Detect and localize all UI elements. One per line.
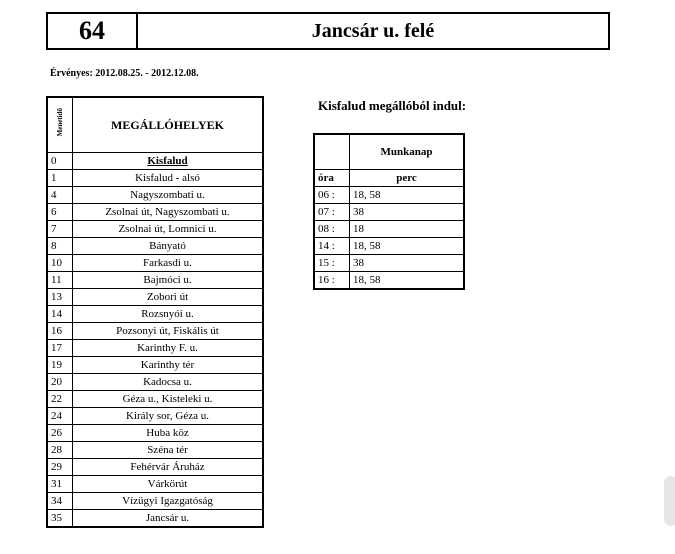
stop-name: Bányató: [73, 238, 264, 255]
route-direction: Jancsár u. felé: [311, 19, 435, 42]
stop-name: Huba köz: [73, 425, 264, 442]
stop-travel-time: 16: [47, 323, 73, 340]
stop-row: [47, 357, 263, 374]
stop-name: Rozsnyói u.: [73, 306, 264, 323]
stop-row: [47, 476, 263, 493]
stop-travel-time: 14: [47, 306, 73, 323]
schedule-row: [314, 221, 464, 238]
stop-row: [47, 306, 263, 323]
schedule-table: [313, 133, 465, 290]
stop-travel-time: 28: [47, 442, 73, 459]
schedule-corner: [314, 134, 350, 170]
stop-row: [47, 510, 263, 528]
stop-name: Zsolnai út, Lomnici u.: [73, 221, 264, 238]
stop-name: Fehérvár Áruház: [73, 459, 264, 476]
route-header: [46, 12, 610, 50]
stop-travel-time: 8: [47, 238, 73, 255]
stop-name: Nagyszombati u.: [73, 187, 264, 204]
departure-hour: 14 :: [314, 238, 350, 255]
scrollbar-handle[interactable]: [664, 476, 675, 526]
stop-row: [47, 170, 263, 187]
stop-travel-time: 24: [47, 408, 73, 425]
stop-row: [47, 459, 263, 476]
route-number: 64: [48, 14, 138, 48]
schedule-title: Kisfalud megállóból indul:: [318, 98, 467, 113]
departure-hour: 08 :: [314, 221, 350, 238]
stops-table: [46, 96, 264, 528]
stop-row: [47, 289, 263, 306]
stop-name: Széna tér: [73, 442, 264, 459]
validity-period: Érvényes: 2012.08.25. - 2012.12.08.: [50, 68, 199, 79]
stop-name: Karinthy tér: [73, 357, 264, 374]
stops-header-row: [47, 97, 263, 153]
stop-name: Farkasdi u.: [73, 255, 264, 272]
stop-row: [47, 238, 263, 255]
stops-name-header: MEGÁLLÓHELYEK: [73, 97, 264, 153]
stop-row: [47, 204, 263, 221]
departure-hour: 15 :: [314, 255, 350, 272]
stop-name: Jancsár u.: [73, 510, 264, 528]
schedule-body: [314, 187, 464, 290]
schedule-row: [314, 255, 464, 272]
travel-time-header-label: Menetidő: [56, 108, 64, 137]
stop-row: [47, 374, 263, 391]
stop-name: Vízügyi Igazgatóság: [73, 493, 264, 510]
stop-travel-time: 4: [47, 187, 73, 204]
stop-row: [47, 442, 263, 459]
travel-time-header: [47, 97, 73, 153]
stop-row: [47, 425, 263, 442]
stop-travel-time: 10: [47, 255, 73, 272]
departure-minutes: 18, 58: [350, 187, 465, 204]
schedule-day-row: [314, 134, 464, 170]
stop-name: Bajmóci u.: [73, 272, 264, 289]
stop-name: Király sor, Géza u.: [73, 408, 264, 425]
stop-travel-time: 34: [47, 493, 73, 510]
first-stop-name: Kisfalud: [147, 155, 188, 167]
stop-name: Pozsonyi út, Fiskális út: [73, 323, 264, 340]
departure-hour: 07 :: [314, 204, 350, 221]
stop-name: Zsolnai út, Nagyszombati u.: [73, 204, 264, 221]
departure-minutes: 38: [350, 255, 465, 272]
stop-row: [47, 272, 263, 289]
stop-row: [47, 340, 263, 357]
schedule-row: [314, 238, 464, 255]
schedule-row: [314, 272, 464, 290]
stop-name: Zobori út: [73, 289, 264, 306]
departure-hour: 16 :: [314, 272, 350, 290]
stop-row: [47, 391, 263, 408]
stop-travel-time: 29: [47, 459, 73, 476]
departure-hour: 06 :: [314, 187, 350, 204]
stop-name: Géza u., Kisteleki u.: [73, 391, 264, 408]
schedule-day-type: Munkanap: [350, 134, 465, 170]
stop-name: [73, 153, 264, 170]
stop-travel-time: 22: [47, 391, 73, 408]
stop-row: [47, 221, 263, 238]
stop-travel-time: 19: [47, 357, 73, 374]
schedule-row: [314, 187, 464, 204]
stops-body: [47, 153, 263, 528]
stop-travel-time: 11: [47, 272, 73, 289]
stop-travel-time: 1: [47, 170, 73, 187]
stop-name: Kisfalud - alsó: [73, 170, 264, 187]
minute-column-label: perc: [350, 170, 465, 187]
stop-name: Várkörút: [73, 476, 264, 493]
stop-travel-time: 26: [47, 425, 73, 442]
stop-travel-time: 7: [47, 221, 73, 238]
stop-row: [47, 323, 263, 340]
stop-travel-time: 31: [47, 476, 73, 493]
stop-travel-time: 0: [47, 153, 73, 170]
schedule-subheader-row: [314, 170, 464, 187]
stop-name: Karinthy F. u.: [73, 340, 264, 357]
stop-travel-time: 6: [47, 204, 73, 221]
departure-minutes: 18, 58: [350, 272, 465, 290]
departure-minutes: 38: [350, 204, 465, 221]
stop-travel-time: 35: [47, 510, 73, 528]
hour-column-label: óra: [314, 170, 350, 187]
stop-travel-time: 20: [47, 374, 73, 391]
stop-row: [47, 255, 263, 272]
stop-travel-time: 13: [47, 289, 73, 306]
stop-row: [47, 153, 263, 170]
stop-name: Kadocsa u.: [73, 374, 264, 391]
stop-row: [47, 187, 263, 204]
departure-minutes: 18: [350, 221, 465, 238]
stop-row: [47, 408, 263, 425]
stop-row: [47, 493, 263, 510]
schedule-row: [314, 204, 464, 221]
departure-minutes: 18, 58: [350, 238, 465, 255]
stop-travel-time: 17: [47, 340, 73, 357]
